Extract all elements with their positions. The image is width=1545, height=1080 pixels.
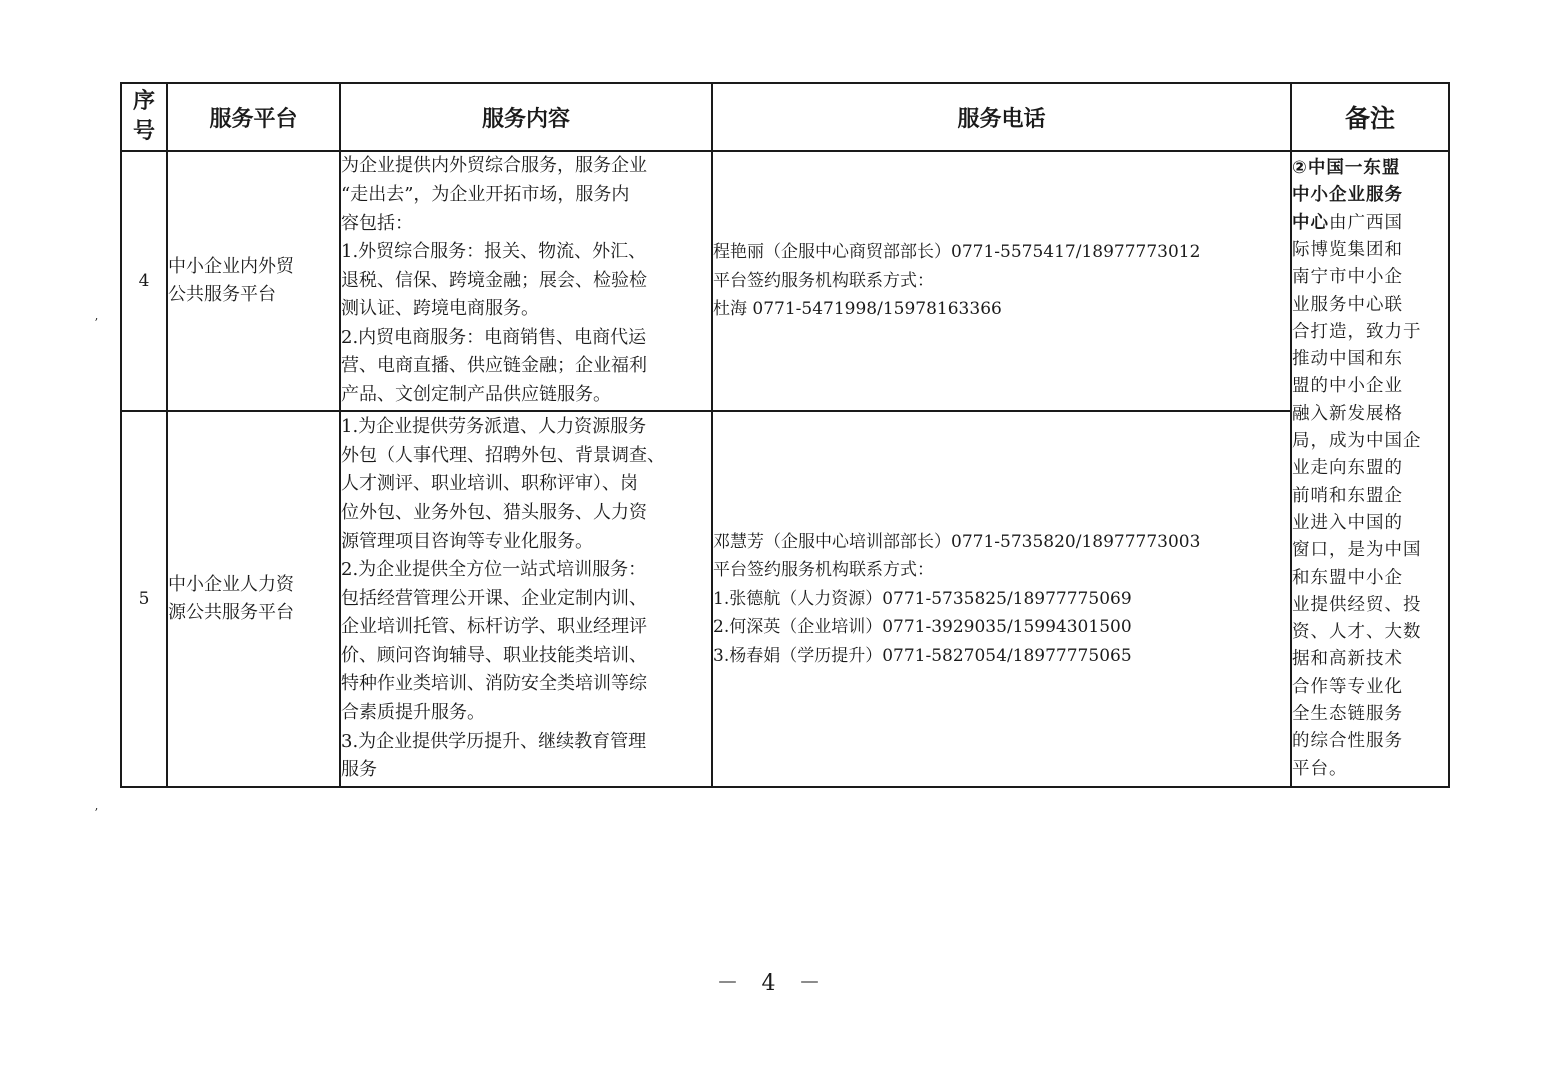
platform-line: 中小企业内外贸: [168, 256, 294, 277]
note-line: 融入新发展格: [1292, 403, 1403, 424]
content-line: 2.为企业提供全方位一站式培训服务：: [341, 559, 647, 581]
header-seq-bottom: 号: [132, 119, 155, 144]
row-seq: 5: [121, 411, 167, 787]
platform-line: 源公共服务平台: [168, 602, 294, 623]
content-line: 3.为企业提供学历提升、继续教育管理: [341, 730, 647, 752]
content-line: 营、电商直播、供应链金融；企业福利: [341, 355, 647, 377]
phone-line: 程艳丽（企服中心商贸部部长）0771-5575417/18977773012: [713, 242, 1201, 263]
note-line: 局，成为中国企: [1292, 431, 1422, 452]
note-line: 的综合性服务: [1292, 731, 1403, 752]
row-seq: 4: [121, 151, 167, 411]
header-phone: 服务电话: [712, 83, 1291, 151]
note-line: 业进入中国的: [1292, 512, 1403, 533]
note-fragment: 由广西国: [1329, 212, 1403, 233]
service-platform-table: [120, 82, 1450, 788]
phone-line: 平台签约服务机构联系方式：: [713, 560, 934, 581]
header-seq-top: 序: [132, 89, 155, 114]
note-line: 推动中国和东: [1292, 349, 1403, 370]
phone-line: 3.杨春娟（学历提升）0771-5827054/18977775065: [713, 645, 1132, 666]
scan-mark: ʼ: [94, 806, 98, 820]
note-line: 平台。: [1292, 758, 1348, 779]
row-phone: [712, 411, 1291, 787]
note-bold-fragment: 中心: [1292, 212, 1329, 233]
table-header-row: [121, 83, 1449, 151]
row-note: [1291, 151, 1449, 787]
note-line: 和东盟中小企: [1292, 567, 1403, 588]
note-line: 盟的中小企业: [1292, 376, 1403, 397]
note-line: 南宁市中小企: [1292, 267, 1403, 288]
note-line: 业服务中心联: [1292, 294, 1403, 315]
note-line: 据和高新技术: [1292, 649, 1403, 670]
content-line: 产品、文创定制产品供应链服务。: [341, 384, 611, 406]
row-platform: [167, 411, 340, 787]
row-phone: [712, 151, 1291, 411]
row-content: [340, 151, 712, 411]
content-line: 特种作业类培训、消防安全类培训等综: [341, 673, 647, 695]
content-line: 人才测评、职业培训、职称评审）、岗: [341, 473, 638, 495]
page-number: － 4 －: [716, 971, 829, 996]
note-line: [1292, 210, 1448, 237]
phone-line: 平台签约服务机构联系方式：: [713, 270, 934, 291]
note-line: 中小企业服务: [1292, 185, 1403, 206]
content-line: 价、顾问咨询辅导、职业技能类培训、: [341, 644, 647, 666]
header-platform: 服务平台: [167, 83, 340, 151]
note-line: 际博览集团和: [1292, 239, 1403, 260]
row-content: [340, 411, 712, 787]
platform-line: 中小企业人力资: [168, 574, 294, 595]
phone-line: 2.何深英（企业培训）0771-3929035/15994301500: [713, 617, 1132, 638]
content-line: 测认证、跨境电商服务。: [341, 298, 539, 320]
row-platform: [167, 151, 340, 411]
content-line: 包括经营管理公开课、企业定制内训、: [341, 587, 647, 609]
scan-mark: ʼ: [94, 316, 98, 330]
content-line: 为企业提供内外贸综合服务，服务企业: [341, 155, 647, 177]
phone-line: 邓慧芳（企服中心培训部部长）0771-5735820/18977773003: [713, 531, 1201, 552]
content-line: 退税、信保、跨境金融；展会、检验检: [341, 269, 647, 291]
note-line: 窗口，是为中国: [1292, 540, 1422, 561]
content-line: “走出去”，为企业开拓市场，服务内: [341, 183, 630, 205]
platform-line: 公共服务平台: [168, 284, 276, 305]
content-line: 2.内贸电商服务：电商销售、电商代运: [341, 326, 647, 348]
content-line: 源管理项目咨询等专业化服务。: [341, 530, 593, 552]
content-line: 外包（人事代理、招聘外包、背景调查、: [341, 444, 665, 466]
table-row: [121, 151, 1449, 411]
header-content: 服务内容: [340, 83, 712, 151]
phone-line: 杜海 0771-5471998/15978163366: [713, 299, 1002, 320]
note-line: 业提供经贸、投: [1292, 594, 1422, 615]
header-note: 备注: [1291, 83, 1449, 151]
note-line: 资、人才、大数: [1292, 622, 1422, 643]
content-line: 企业培训托管、标杆访学、职业经理评: [341, 616, 647, 638]
content-line: 合素质提升服务。: [341, 702, 485, 724]
note-line: 前哨和东盟企: [1292, 485, 1403, 506]
note-line: 合打造，致力于: [1292, 321, 1422, 342]
header-seq: [121, 83, 167, 151]
note-line: 业走向东盟的: [1292, 458, 1403, 479]
content-line: 1.为企业提供劳务派遣、人力资源服务: [341, 416, 647, 438]
content-line: 1.外贸综合服务：报关、物流、外汇、: [341, 241, 647, 263]
content-line: 容包括：: [341, 212, 413, 234]
note-line: 合作等专业化: [1292, 676, 1403, 697]
note-line: ②中国一东盟: [1292, 158, 1401, 179]
content-line: 位外包、业务外包、猎头服务、人力资: [341, 501, 647, 523]
phone-line: 1.张德航（人力资源）0771-5735825/18977775069: [713, 588, 1132, 609]
table-row: [121, 411, 1449, 787]
note-line: 全生态链服务: [1292, 704, 1403, 725]
content-line: 服务: [341, 759, 377, 781]
